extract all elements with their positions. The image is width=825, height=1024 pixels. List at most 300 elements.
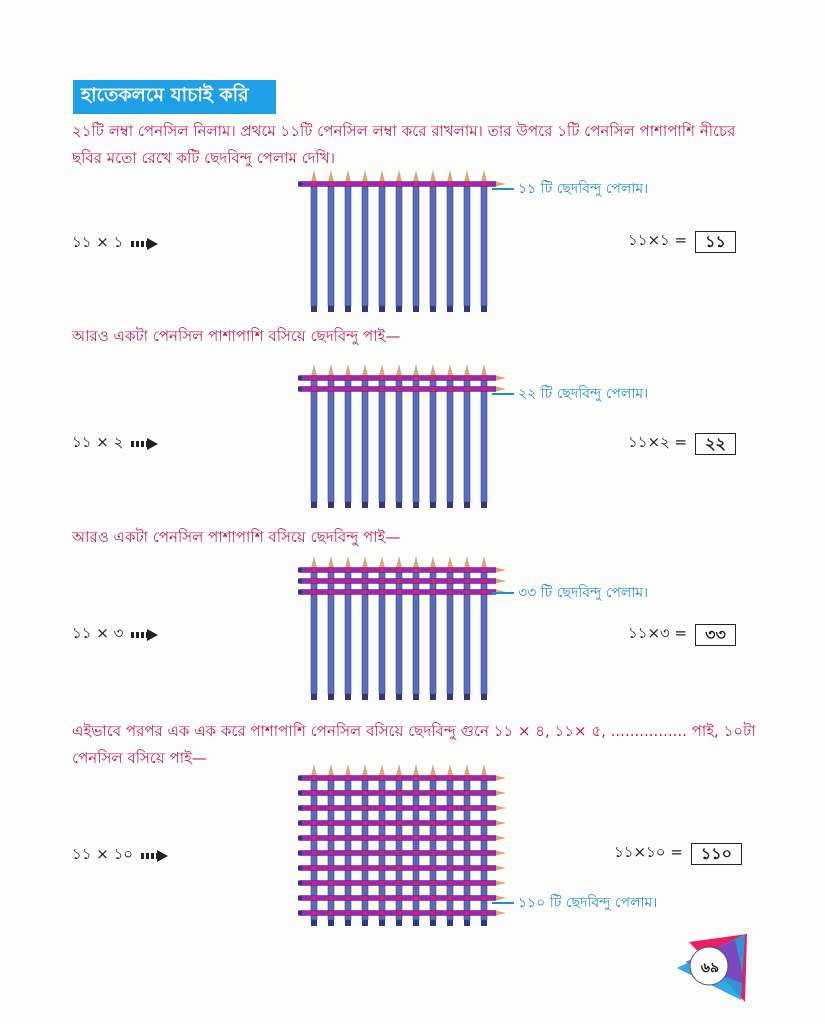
vertical-pencil [311, 568, 317, 694]
note-4: ১১০ টি ছেদবিন্দু পেলাম। [492, 891, 657, 915]
intersection-point [465, 881, 469, 885]
intersection-point [380, 590, 384, 594]
pencil-tip [328, 764, 334, 776]
pencil-end [345, 920, 351, 926]
vertical-pencil [447, 568, 453, 694]
intersection-point [346, 836, 350, 840]
intersection-point [329, 836, 333, 840]
intersection-point [312, 881, 316, 885]
pencil-end [464, 694, 470, 700]
page-number: ৬৯ [700, 960, 720, 976]
vertical-pencil [430, 182, 436, 306]
pencil-tip [447, 556, 453, 568]
pencil-tip [464, 364, 470, 376]
pencil-end [362, 502, 368, 508]
intersection-point [329, 851, 333, 855]
intersection-point [380, 568, 384, 572]
expr-4: ১১ × ১০ [72, 843, 169, 868]
pencil-tip [413, 170, 419, 182]
pencil-end [447, 694, 453, 700]
intersection-point [465, 866, 469, 870]
pencil-tip [464, 170, 470, 182]
intersection-point [448, 590, 452, 594]
pencil-tip [413, 764, 419, 776]
intersection-point [482, 579, 486, 583]
pencil-end [379, 920, 385, 926]
intersection-point [312, 851, 316, 855]
pencil-tip [328, 170, 334, 182]
pencil-tip [328, 364, 334, 376]
pencil-tip [496, 568, 506, 573]
pencil-end [464, 920, 470, 926]
intersection-point [448, 851, 452, 855]
pencil-tip [496, 881, 506, 886]
intersection-point [448, 568, 452, 572]
intersection-point [312, 568, 316, 572]
intersection-point [397, 791, 401, 795]
intersection-point [380, 896, 384, 900]
intersection-point [465, 579, 469, 583]
pencil-tip [379, 364, 385, 376]
intersection-point [482, 806, 486, 810]
pencil-end [298, 881, 302, 886]
intersection-point [380, 911, 384, 915]
pencil-tip [430, 170, 436, 182]
vertical-pencil [345, 568, 351, 694]
pencil-tip [481, 764, 487, 776]
pencil-tip [345, 364, 351, 376]
pencil-end [298, 836, 302, 841]
intro-text: ২১টি লম্বা পেনসিল নিলাম। প্রথমে ১১টি পেনসিল লম্বা করে রাখলাম। তার উপরে ১টি পেনসিল পাশাপাশি নীচের ছবির মতো রেখে কটি ছেদবিন্দু পেলাম দেখি। [72, 122, 736, 167]
intersection-point [363, 791, 367, 795]
vertical-pencil [464, 376, 470, 502]
intersection-point [482, 896, 486, 900]
equation-2: ১১×২ = ২২ [628, 431, 736, 456]
intersection-point [414, 821, 418, 825]
intersection-point [431, 387, 435, 391]
intersection-point [363, 866, 367, 870]
pointer-line [492, 902, 514, 904]
intersection-point [346, 579, 350, 583]
pencil-end [345, 502, 351, 508]
intersection-point [414, 376, 418, 380]
intersection-point [346, 896, 350, 900]
pencil-tip [362, 170, 368, 182]
pencil-tip [481, 364, 487, 376]
intersection-point [312, 866, 316, 870]
pencil-end [413, 920, 419, 926]
pencil-end [362, 694, 368, 700]
pencil-tip [345, 170, 351, 182]
pencil-tip [496, 836, 506, 841]
pencil-tip [481, 556, 487, 568]
intersection-point [380, 821, 384, 825]
pencil-end [298, 851, 302, 856]
pencil-tip [496, 776, 506, 781]
arrow-right-icon [131, 238, 159, 250]
vertical-pencil [379, 182, 385, 306]
intersection-point [448, 182, 452, 186]
intersection-point [448, 579, 452, 583]
pencil-end [447, 920, 453, 926]
vertical-pencil [396, 182, 402, 306]
intersection-point [346, 182, 350, 186]
vertical-pencil [362, 182, 368, 306]
intersection-point [346, 821, 350, 825]
intersection-point [346, 851, 350, 855]
pencil-tip [496, 821, 506, 826]
intersection-point [380, 776, 384, 780]
intersection-point [363, 579, 367, 583]
pencil-end [464, 502, 470, 508]
pencil-end [396, 306, 402, 312]
intersection-point [363, 387, 367, 391]
intersection-point [312, 579, 316, 583]
intersection-point [329, 881, 333, 885]
intersection-point [363, 836, 367, 840]
pencil-end [298, 568, 302, 573]
intersection-point [431, 821, 435, 825]
intersection-point [329, 579, 333, 583]
expr-3: ১১ × ৩ [72, 622, 159, 647]
pencil-tip [362, 764, 368, 776]
intersection-point [329, 387, 333, 391]
arrow-right-icon [141, 850, 169, 862]
intersection-point [431, 911, 435, 915]
vertical-pencil [345, 376, 351, 502]
intersection-point [465, 776, 469, 780]
intersection-point [397, 851, 401, 855]
intersection-point [329, 182, 333, 186]
intersection-point [431, 376, 435, 380]
pointer-line [492, 393, 514, 395]
intersection-point [482, 821, 486, 825]
pencil-end [298, 806, 302, 811]
pencil-end [430, 502, 436, 508]
intersection-point [346, 387, 350, 391]
pencil-end [311, 306, 317, 312]
vertical-pencil [328, 568, 334, 694]
intersection-point [482, 881, 486, 885]
pencil-end [379, 306, 385, 312]
equation-4: ১১×১০ = ১১০ [614, 841, 742, 866]
pencil-tip [447, 364, 453, 376]
intersection-point [363, 896, 367, 900]
intersection-point [448, 881, 452, 885]
pencil-end [413, 306, 419, 312]
intersection-point [431, 896, 435, 900]
intersection-point [363, 806, 367, 810]
intersection-point [329, 776, 333, 780]
intersection-point [363, 590, 367, 594]
pencil-grid-1 [298, 166, 508, 316]
pencil-end [481, 694, 487, 700]
pencil-end [311, 502, 317, 508]
vertical-pencil [447, 182, 453, 306]
intersection-point [431, 579, 435, 583]
intersection-point [380, 579, 384, 583]
intersection-point [397, 806, 401, 810]
pencil-end [413, 502, 419, 508]
pencil-end [481, 306, 487, 312]
intersection-point [397, 568, 401, 572]
intersection-point [397, 866, 401, 870]
pencil-tip [496, 806, 506, 811]
intersection-point [465, 851, 469, 855]
pencil-tip [328, 556, 334, 568]
intersection-point [414, 881, 418, 885]
pencil-end [396, 694, 402, 700]
vertical-pencil [345, 182, 351, 306]
pencil-end [464, 306, 470, 312]
intersection-point [482, 791, 486, 795]
pencil-grid-3 [298, 552, 508, 704]
intersection-point [448, 866, 452, 870]
intersection-point [414, 579, 418, 583]
intersection-point [380, 866, 384, 870]
intersection-point [431, 590, 435, 594]
vertical-pencil [362, 376, 368, 502]
intersection-point [431, 182, 435, 186]
section-title: হাতেকলমে যাচাই করি [73, 80, 276, 114]
pencil-tip [379, 764, 385, 776]
pointer-line [492, 188, 514, 190]
answer-box-1: ১১ [695, 231, 736, 253]
intersection-point [465, 911, 469, 915]
intersection-point [380, 387, 384, 391]
intersection-point [363, 851, 367, 855]
intersection-point [363, 881, 367, 885]
intersection-point [329, 590, 333, 594]
intersection-point [312, 590, 316, 594]
pencil-end [362, 920, 368, 926]
pencil-tip [311, 764, 317, 776]
vertical-pencil [379, 568, 385, 694]
pencil-tip [345, 764, 351, 776]
pencil-tip [447, 764, 453, 776]
vertical-pencil [481, 182, 487, 306]
intersection-point [380, 182, 384, 186]
intersection-point [380, 376, 384, 380]
intersection-point [346, 881, 350, 885]
intersection-point [448, 911, 452, 915]
vertical-pencil [464, 182, 470, 306]
intersection-point [414, 911, 418, 915]
pencil-end [481, 920, 487, 926]
intersection-point [397, 387, 401, 391]
intersection-point [465, 836, 469, 840]
intersection-point [482, 568, 486, 572]
intersection-point [363, 376, 367, 380]
pencil-grid-10 [298, 760, 508, 930]
intersection-point [414, 590, 418, 594]
expr-1: ১১ × ১ [72, 231, 159, 256]
intersection-point [346, 590, 350, 594]
intersection-point [312, 387, 316, 391]
intersection-point [431, 866, 435, 870]
arrow-right-icon [131, 629, 159, 641]
intersection-point [380, 791, 384, 795]
intersection-point [465, 376, 469, 380]
intersection-point [312, 376, 316, 380]
pencil-end [328, 502, 334, 508]
pencil-tip [396, 364, 402, 376]
pencil-end [298, 376, 302, 381]
intersection-point [482, 851, 486, 855]
intersection-point [448, 791, 452, 795]
intersection-point [346, 568, 350, 572]
pencil-tip [362, 364, 368, 376]
intersection-point [431, 776, 435, 780]
vertical-pencil [396, 568, 402, 694]
intersection-point [414, 568, 418, 572]
intersection-point [346, 866, 350, 870]
intersection-point [465, 791, 469, 795]
vertical-pencil [481, 568, 487, 694]
intersection-point [380, 836, 384, 840]
pencil-end [328, 694, 334, 700]
intersection-point [329, 806, 333, 810]
intersection-point [346, 791, 350, 795]
pencil-end [345, 694, 351, 700]
pencil-tip [430, 364, 436, 376]
pencil-end [328, 920, 334, 926]
pencil-tip [464, 764, 470, 776]
expr-2: ১১ × ২ [72, 431, 159, 456]
intersection-point [312, 776, 316, 780]
equation-3: ১১×৩ = ৩৩ [628, 622, 736, 647]
answer-box-3: ৩৩ [695, 624, 736, 646]
intersection-point [363, 776, 367, 780]
intersection-point [482, 182, 486, 186]
intersection-point [448, 821, 452, 825]
pencil-tip [311, 364, 317, 376]
pencil-end [298, 896, 302, 901]
intersection-point [448, 806, 452, 810]
pencil-end [379, 502, 385, 508]
intersection-point [397, 836, 401, 840]
add-heading-1: আরও একটা পেনসিল পাশাপাশি বসিয়ে ছেদবিন্দু পাই— [72, 327, 401, 345]
intersection-point [397, 896, 401, 900]
answer-box-2: ২২ [695, 433, 736, 455]
intersection-point [414, 896, 418, 900]
pencil-end [298, 387, 302, 392]
intersection-point [346, 806, 350, 810]
pencil-grid-2 [298, 360, 508, 512]
equation-1: ১১×১ = ১১ [628, 229, 736, 254]
pencil-end [396, 502, 402, 508]
intersection-point [312, 182, 316, 186]
intersection-point [465, 896, 469, 900]
intersection-point [329, 821, 333, 825]
pencil-tip [496, 866, 506, 871]
pencil-end [311, 920, 317, 926]
pencil-tip [496, 791, 506, 796]
intersection-point [397, 590, 401, 594]
pencil-tip [496, 376, 506, 381]
intersection-point [448, 896, 452, 900]
intersection-point [329, 791, 333, 795]
pencil-end [430, 920, 436, 926]
vertical-pencil [396, 376, 402, 502]
vertical-pencil [447, 376, 453, 502]
intersection-point [431, 791, 435, 795]
intersection-point [346, 911, 350, 915]
intersection-point [329, 911, 333, 915]
intersection-point [397, 776, 401, 780]
intersection-point [482, 376, 486, 380]
vertical-pencil [430, 568, 436, 694]
intersection-point [312, 791, 316, 795]
intersection-point [431, 851, 435, 855]
intersection-point [465, 806, 469, 810]
pencil-end [396, 920, 402, 926]
answer-box-4: ১১০ [691, 843, 742, 865]
intersection-point [346, 376, 350, 380]
pencil-tip [362, 556, 368, 568]
pencil-end [379, 694, 385, 700]
pencil-end [328, 306, 334, 312]
pencil-tip [430, 764, 436, 776]
intersection-point [397, 579, 401, 583]
continue-text: এইভাবে পরপর এক এক করে পাশাপাশি পেনসিল বসিয়ে ছেদবিন্দু গুনে ১১ × ৪, ১১× ৫, ................ পাই, ১০টা পেনসিল বসিয়ে পাই— [72, 722, 756, 767]
intersection-point [482, 911, 486, 915]
vertical-pencil [413, 568, 419, 694]
note-1: ১১ টি ছেদবিন্দু পেলাম। [492, 177, 648, 201]
vertical-pencil [413, 376, 419, 502]
pencil-tip [481, 170, 487, 182]
vertical-pencil [311, 182, 317, 306]
pencil-end [298, 791, 302, 796]
intersection-point [414, 791, 418, 795]
pencil-tip [464, 556, 470, 568]
pencil-end [298, 182, 302, 187]
vertical-pencil [430, 376, 436, 502]
pencil-end [481, 502, 487, 508]
intersection-point [465, 821, 469, 825]
intersection-point [329, 866, 333, 870]
note-2: ২২ টি ছেদবিন্দু পেলাম। [492, 382, 648, 406]
pencil-end [430, 306, 436, 312]
pointer-line [492, 592, 514, 594]
pencil-tip [447, 170, 453, 182]
intersection-point [312, 821, 316, 825]
pencil-end [447, 306, 453, 312]
pencil-tip [413, 556, 419, 568]
intersection-point [397, 881, 401, 885]
pencil-end [362, 306, 368, 312]
vertical-pencil [328, 376, 334, 502]
intersection-point [363, 911, 367, 915]
intersection-point [397, 376, 401, 380]
vertical-pencil [413, 182, 419, 306]
note-3: ৩৩ টি ছেদবিন্দু পেলাম। [492, 581, 648, 605]
pencil-tip [311, 170, 317, 182]
pencil-tip [413, 364, 419, 376]
pencil-end [298, 866, 302, 871]
intersection-point [482, 836, 486, 840]
pencil-end [298, 579, 302, 584]
intersection-point [414, 851, 418, 855]
intersection-point [482, 776, 486, 780]
intersection-point [431, 568, 435, 572]
intersection-point [465, 590, 469, 594]
intersection-point [448, 376, 452, 380]
intersection-point [414, 866, 418, 870]
vertical-pencil [464, 568, 470, 694]
pencil-end [298, 911, 302, 916]
intersection-point [448, 776, 452, 780]
